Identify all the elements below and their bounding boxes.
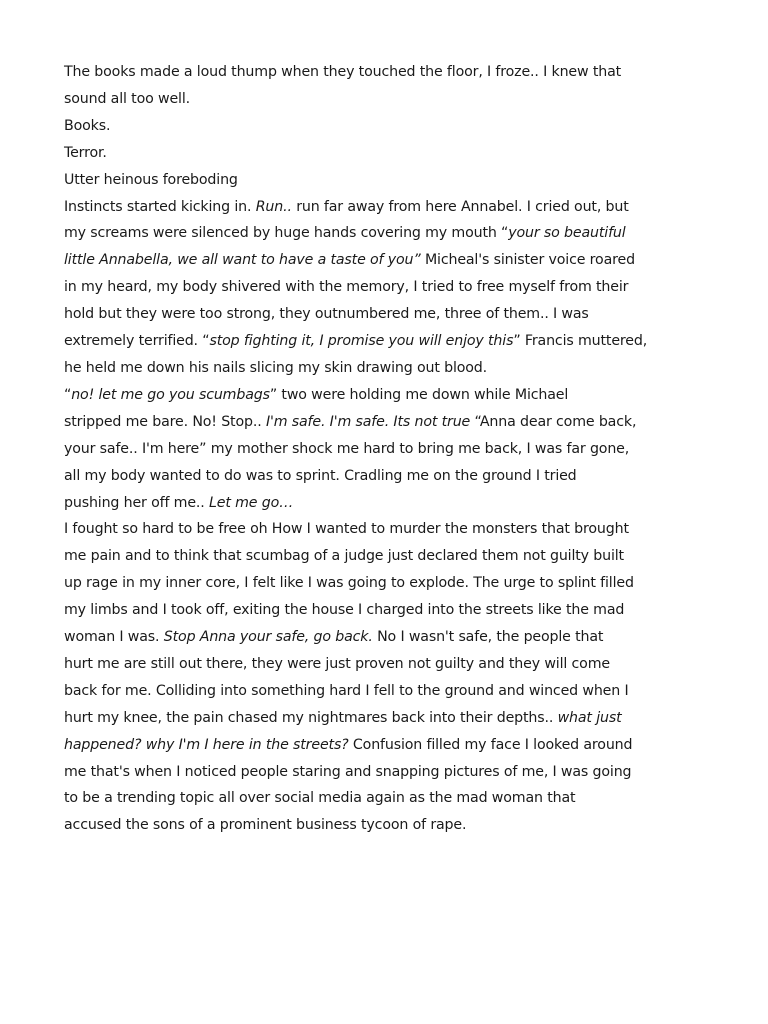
text-line bbox=[64, 678, 704, 705]
text-segment: hold but they were too strong, they outnumbered me, three of them.. I was bbox=[64, 306, 589, 323]
text-segment: The books made a loud thump when they touched the floor, I froze.. I knew that bbox=[64, 64, 622, 80]
italic-text-segment: your so beautiful bbox=[508, 225, 626, 242]
italic-text-segment: no! let me go you scumbags bbox=[71, 386, 270, 403]
text-segment: Instincts started kicking in. bbox=[64, 198, 256, 215]
italic-text-segment: what just bbox=[557, 709, 622, 726]
italic-text-segment: Stop Anna your safe, go back. bbox=[163, 629, 373, 646]
text-line bbox=[64, 624, 704, 651]
text-segment: Micheal's sinister voice roared bbox=[420, 252, 635, 269]
text-segment: pushing her off me.. bbox=[64, 494, 210, 511]
text-line bbox=[64, 355, 704, 382]
text-line bbox=[64, 274, 704, 301]
text-segment: hurt me are still out there, they were just proven not guilty and they will come bbox=[64, 655, 610, 672]
text-segment: sound all too well. bbox=[64, 90, 190, 107]
italic-text-segment: Let me go… bbox=[209, 494, 294, 511]
text-line bbox=[64, 301, 704, 328]
text-segment: me that's when I noticed people staring and snapping pictures of me, I was going bbox=[64, 763, 632, 780]
text-line bbox=[64, 167, 704, 194]
text-segment: Terror. bbox=[64, 144, 107, 161]
text-line bbox=[64, 490, 704, 517]
text-segment: to be a trending topic all over social media again as the mad woman that bbox=[64, 790, 576, 807]
text-line bbox=[64, 328, 704, 355]
text-line bbox=[64, 516, 704, 543]
text-line bbox=[64, 705, 704, 732]
text-segment: “ bbox=[64, 386, 72, 403]
italic-text-segment: happened? why I'm I here in the streets? bbox=[64, 736, 349, 753]
italic-text-segment: stop fighting it, I promise you will enjoy this bbox=[209, 333, 514, 350]
text-segment: he held me down his nails slicing my skin drawing out blood. bbox=[64, 359, 488, 376]
text-segment: in my heard, my body shivered with the memory, I tried to free myself from their bbox=[64, 279, 629, 296]
text-line bbox=[64, 436, 704, 463]
text-segment: Books. bbox=[64, 117, 111, 134]
text-line bbox=[64, 463, 704, 490]
text-segment: my screams were silenced by huge hands covering my mouth “ bbox=[64, 225, 509, 242]
text-line bbox=[64, 382, 704, 409]
text-segment: extremely terrified. “ bbox=[64, 333, 210, 350]
text-line bbox=[64, 113, 704, 140]
italic-text-segment: I'm safe. I'm safe. Its not true bbox=[265, 413, 471, 430]
text-line bbox=[64, 220, 704, 247]
text-line bbox=[64, 247, 704, 274]
text-line bbox=[64, 597, 704, 624]
text-segment: ” two were holding me down while Michael bbox=[269, 386, 569, 403]
text-segment: all my body wanted to do was to sprint. Cradling me on the ground I tried bbox=[64, 467, 577, 484]
text-segment: stripped me bare. No! Stop.. bbox=[64, 413, 266, 430]
text-line bbox=[64, 759, 704, 786]
text-segment: my limbs and I took off, exiting the house I charged into the streets like the mad bbox=[64, 602, 625, 619]
document-body bbox=[64, 59, 704, 839]
text-segment: Confusion filled my face I looked around bbox=[348, 736, 633, 753]
text-segment: I fought so hard to be free oh How I wanted to murder the monsters that brought bbox=[64, 521, 629, 538]
text-segment: up rage in my inner core, I felt like I was going to explode. The urge to splint filled bbox=[64, 575, 634, 592]
text-line bbox=[64, 194, 704, 221]
text-segment: No I wasn't safe, the people that bbox=[372, 629, 604, 646]
text-segment: accused the sons of a prominent business tycoon of rape. bbox=[64, 817, 467, 834]
text-line bbox=[64, 812, 704, 839]
text-line bbox=[64, 651, 704, 678]
text-segment: me pain and to think that scumbag of a judge just declared them not guilty built bbox=[64, 548, 624, 565]
text-segment: hurt my knee, the pain chased my nightmares back into their depths.. bbox=[64, 709, 558, 726]
text-segment: ” Francis muttered, bbox=[513, 333, 648, 350]
text-segment: run far away from here Annabel. I cried out, but bbox=[291, 198, 629, 215]
text-line bbox=[64, 785, 704, 812]
text-line bbox=[64, 543, 704, 570]
text-segment: back for me. Colliding into something hard I fell to the ground and winced when I bbox=[64, 682, 629, 699]
text-line bbox=[64, 140, 704, 167]
italic-text-segment: little Annabella, we all want to have a taste of you” bbox=[64, 252, 421, 269]
text-line bbox=[64, 732, 704, 759]
text-segment: woman I was. bbox=[64, 629, 164, 646]
text-line bbox=[64, 409, 704, 436]
text-line bbox=[64, 86, 704, 113]
text-line bbox=[64, 59, 704, 86]
text-line bbox=[64, 570, 704, 597]
text-segment: “Anna dear come back, bbox=[470, 413, 637, 430]
text-segment: your safe.. I'm here” my mother shock me hard to bring me back, I was far gone, bbox=[64, 440, 630, 457]
text-segment: Utter heinous foreboding bbox=[64, 171, 238, 188]
italic-text-segment: Run.. bbox=[255, 198, 292, 215]
